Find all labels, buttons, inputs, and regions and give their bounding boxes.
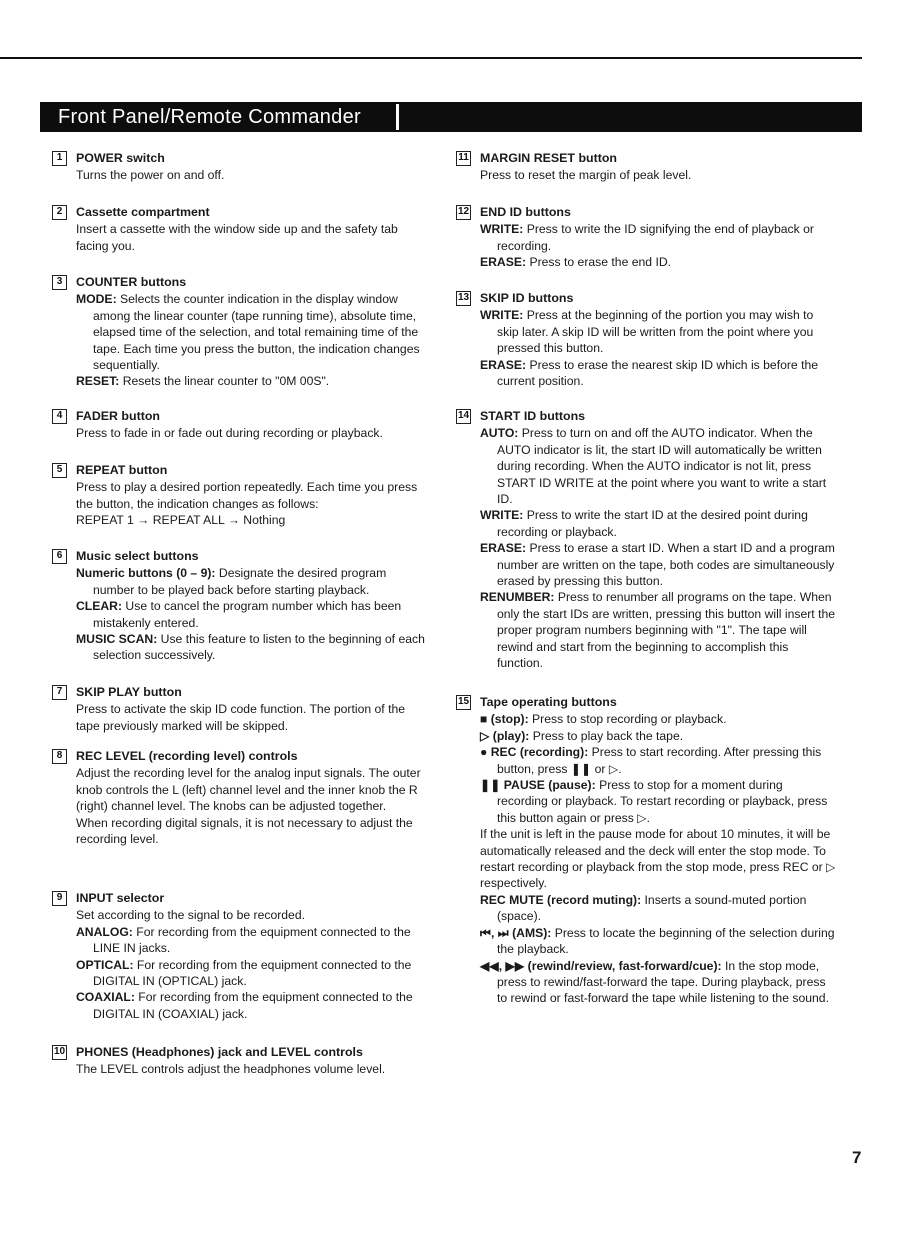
entry-text [480,167,836,183]
entry-text [480,925,836,958]
description-text: In the stop mode, press to rewind/fast-forward the tape. During playback, press to rewind or fast-forward the tape while listening to the sound. [497,958,829,1006]
item-number: 2 [52,205,67,220]
entry-1 [52,150,430,184]
section-title: Front Panel/Remote Commander [52,104,369,130]
entry-text [480,744,836,777]
entry-11 [456,150,836,184]
description-text: Press to reset the margin of peak level. [480,168,692,183]
entry-body [76,274,430,390]
entry-text [480,589,836,671]
entry-text [76,373,430,389]
entry-title: SKIP ID buttons [480,291,574,305]
description-text: Press to play a desired portion repeatedly. Each time you press the button, the indication changes as follows: [76,480,418,511]
term-label: OPTICAL: [76,957,134,972]
term-label: WRITE: [480,508,524,523]
term-label: ▷ (play): [480,728,530,743]
entry-text [76,989,430,1022]
description-text: Turns the power on and off. [76,168,225,183]
term-label: ⏮, ⏭ (AMS): [480,925,552,940]
entry-9 [52,890,430,1022]
description-text: Press to write the ID signifying the end of playback or recording. [497,222,814,253]
entry-text [480,254,836,270]
item-number: 1 [52,151,67,166]
term-label: WRITE: [480,308,524,323]
description-text: Designate the desired program number to be played back before starting playback. [93,566,387,597]
description-text: Press to start recording. After pressing this button, press ❚❚ or ▷. [497,745,822,776]
entry-body [480,290,836,389]
description-text: Use this feature to listen to the beginning of each selection successively. [93,632,425,663]
entry-text [76,221,430,254]
entry-title: POWER switch [76,151,165,165]
description-text: REPEAT 1 → REPEAT ALL → Nothing [76,513,286,528]
description-text: The LEVEL controls adjust the headphones volume level. [76,1062,386,1077]
entry-text [480,958,836,1007]
entry-body [480,150,836,184]
term-label: COAXIAL: [76,990,135,1005]
entry-body [480,694,836,1007]
term-label: ❚❚ PAUSE (pause): [480,778,596,793]
term-label: Numeric buttons (0 – 9): [76,566,216,581]
term-label: ■ (stop): [480,712,529,727]
entry-14 [456,408,836,672]
entry-text [480,507,836,540]
term-label: ERASE: [480,357,527,372]
entry-title: REC LEVEL (recording level) controls [76,749,298,763]
entry-body [76,890,430,1022]
description-text: Press to erase a start ID. When a start ID and a program number are written on the tape, both codes are simultaneously erased by pressing this button. [497,541,835,589]
description-text: Press to play back the tape. [529,728,684,743]
entry-text [76,924,430,957]
entry-text [480,777,836,826]
entry-text [480,892,836,925]
entry-title: Cassette compartment [76,205,210,219]
item-number: 9 [52,891,67,906]
description-text: Insert a cassette with the window side up and the safety tab facing you. [76,222,398,253]
description-text: Adjust the recording level for the analog input signals. The outer knob controls the L (left) channel level and the inner knob the R (right) channel level. The knobs can be adjusted together. [76,766,421,814]
entry-title: SKIP PLAY button [76,685,182,699]
entry-title: START ID buttons [480,409,586,423]
page-number: 7 [852,1148,862,1167]
entry-body [76,462,430,529]
term-label: AUTO: [480,426,519,441]
term-label: REC MUTE (record muting): [480,892,642,907]
entry-body [76,548,430,664]
description-text: For recording from the equipment connected to the DIGITAL IN (COAXIAL) jack. [93,990,413,1021]
description-text: Inserts a sound-muted portion (space). [497,892,807,924]
item-number: 10 [52,1045,67,1060]
term-label: WRITE: [480,222,524,237]
entry-text [480,540,836,589]
item-number: 13 [456,291,471,306]
item-number: 4 [52,409,67,424]
description-text: Press to locate the beginning of the selection during the playback. [497,925,835,957]
entry-title: MARGIN RESET button [480,151,617,165]
entry-text [76,291,430,373]
description-text: Press to erase the nearest skip ID which is before the current position. [497,357,819,389]
description-text: If the unit is left in the pause mode for about 10 minutes, it will be automatically released and the deck will enter the stop mode. To restart recording or playback from the stop mode, press REC or ▷ respectively. [480,827,836,891]
entry-text [76,565,430,598]
description-text: When recording digital signals, it is not necessary to adjust the recording level. [76,815,413,847]
entry-text [76,815,430,848]
entry-text [76,598,430,631]
term-label: ERASE: [480,255,527,270]
top-rule [0,57,862,59]
entry-text [76,167,430,183]
description-text: Press to fade in or fade out during recording or playback. [76,426,383,441]
entry-8 [52,748,430,847]
entry-title: Music select buttons [76,549,199,563]
entry-text [76,907,430,923]
description-text: Press to stop recording or playback. [528,712,727,727]
item-number: 6 [52,549,67,564]
item-number: 14 [456,409,471,424]
entry-body [76,408,430,442]
entry-body [76,748,430,847]
entry-text [480,357,836,390]
entry-text [76,765,430,814]
entry-title: REPEAT button [76,463,168,477]
entry-text [76,512,430,528]
entry-text [76,425,430,441]
description-text: For recording from the equipment connected to the DIGITAL IN (OPTICAL) jack. [93,957,412,989]
entry-text [480,221,836,254]
term-label: CLEAR: [76,599,123,614]
entry-5 [52,462,430,529]
description-text: Press to write the start ID at the desired point during recording or playback. [497,508,808,539]
description-text: Press to turn on and off the AUTO indicator. When the AUTO indicator is lit, the start ID will automatically be written during recording. When the AUTO indicator is not lit, press START ID WRITE at the point where you want to write a start ID. [497,426,827,507]
term-label: MUSIC SCAN: [76,632,158,647]
entry-title: END ID buttons [480,205,571,219]
entry-13 [456,290,836,389]
entry-body [480,204,836,271]
entry-body [76,1044,430,1078]
term-label: ◀◀, ▶▶ (rewind/review, fast-forward/cue): [480,958,722,973]
item-number: 15 [456,695,471,710]
item-number: 3 [52,275,67,290]
entry-title: INPUT selector [76,891,165,905]
entry-12 [456,204,836,271]
entry-15 [456,694,836,1007]
entry-text [76,479,430,512]
term-label: RENUMBER: [480,590,555,605]
entry-body [76,204,430,254]
item-number: 12 [456,205,471,220]
description-text: Selects the counter indication in the display window among the linear counter (tape running time), absolute time, elapsed time of the selection, and total remaining time of the tape. Each time you press the button, the indication changes sequentially. [93,292,420,373]
entry-10 [52,1044,430,1078]
description-text: Press to renumber all programs on the tape. When only the start IDs are written, pressing this button will insert the proper program numbers beginning with "1". The tape will rewind and start from the beginning to accomplish this function. [497,590,836,671]
entry-text [76,701,430,734]
term-label: MODE: [76,292,117,307]
description-text: Press to activate the skip ID code function. The portion of the tape previously marked will be skipped. [76,702,406,733]
entry-7 [52,684,430,734]
item-number: 5 [52,463,67,478]
term-label: ANALOG: [76,924,133,939]
entry-4 [52,408,430,442]
description-text: Press to erase the end ID. [526,255,672,270]
entry-text [480,307,836,356]
entry-body [480,408,836,672]
term-label: ERASE: [480,541,527,556]
entry-3 [52,274,430,390]
entry-title: COUNTER buttons [76,275,187,289]
entry-text [76,957,430,990]
entry-body [76,150,430,184]
entry-text [480,711,836,727]
description-text: Press to stop for a moment during recording or playback. To restart recording or playback, press this button again or press ▷. [497,778,828,825]
entry-text [76,631,430,664]
entry-body [76,684,430,734]
description-text: For recording from the equipment connected to the LINE IN jacks. [93,924,411,956]
entry-text [480,425,836,507]
item-number: 8 [52,749,67,764]
description-text: Press at the beginning of the portion you may wish to skip later. A skip ID will be written from the point where you pressed this button. [497,308,814,356]
entry-title: FADER button [76,409,160,423]
entry-title: PHONES (Headphones) jack and LEVEL controls [76,1045,363,1059]
description-text: Use to cancel the program number which has been mistakenly entered. [93,599,402,630]
entry-text [480,826,836,892]
entry-text [480,728,836,744]
item-number: 7 [52,685,67,700]
entry-title: Tape operating buttons [480,695,617,709]
description-text: Resets the linear counter to "0M 00S". [119,374,330,389]
entry-6 [52,548,430,664]
entry-2 [52,204,430,254]
description-text: Set according to the signal to be recorded. [76,908,305,923]
entry-text [76,1061,430,1077]
term-label: ● REC (recording): [480,745,589,760]
term-label: RESET: [76,374,120,389]
item-number: 11 [456,151,471,166]
section-title-divider [396,104,399,130]
